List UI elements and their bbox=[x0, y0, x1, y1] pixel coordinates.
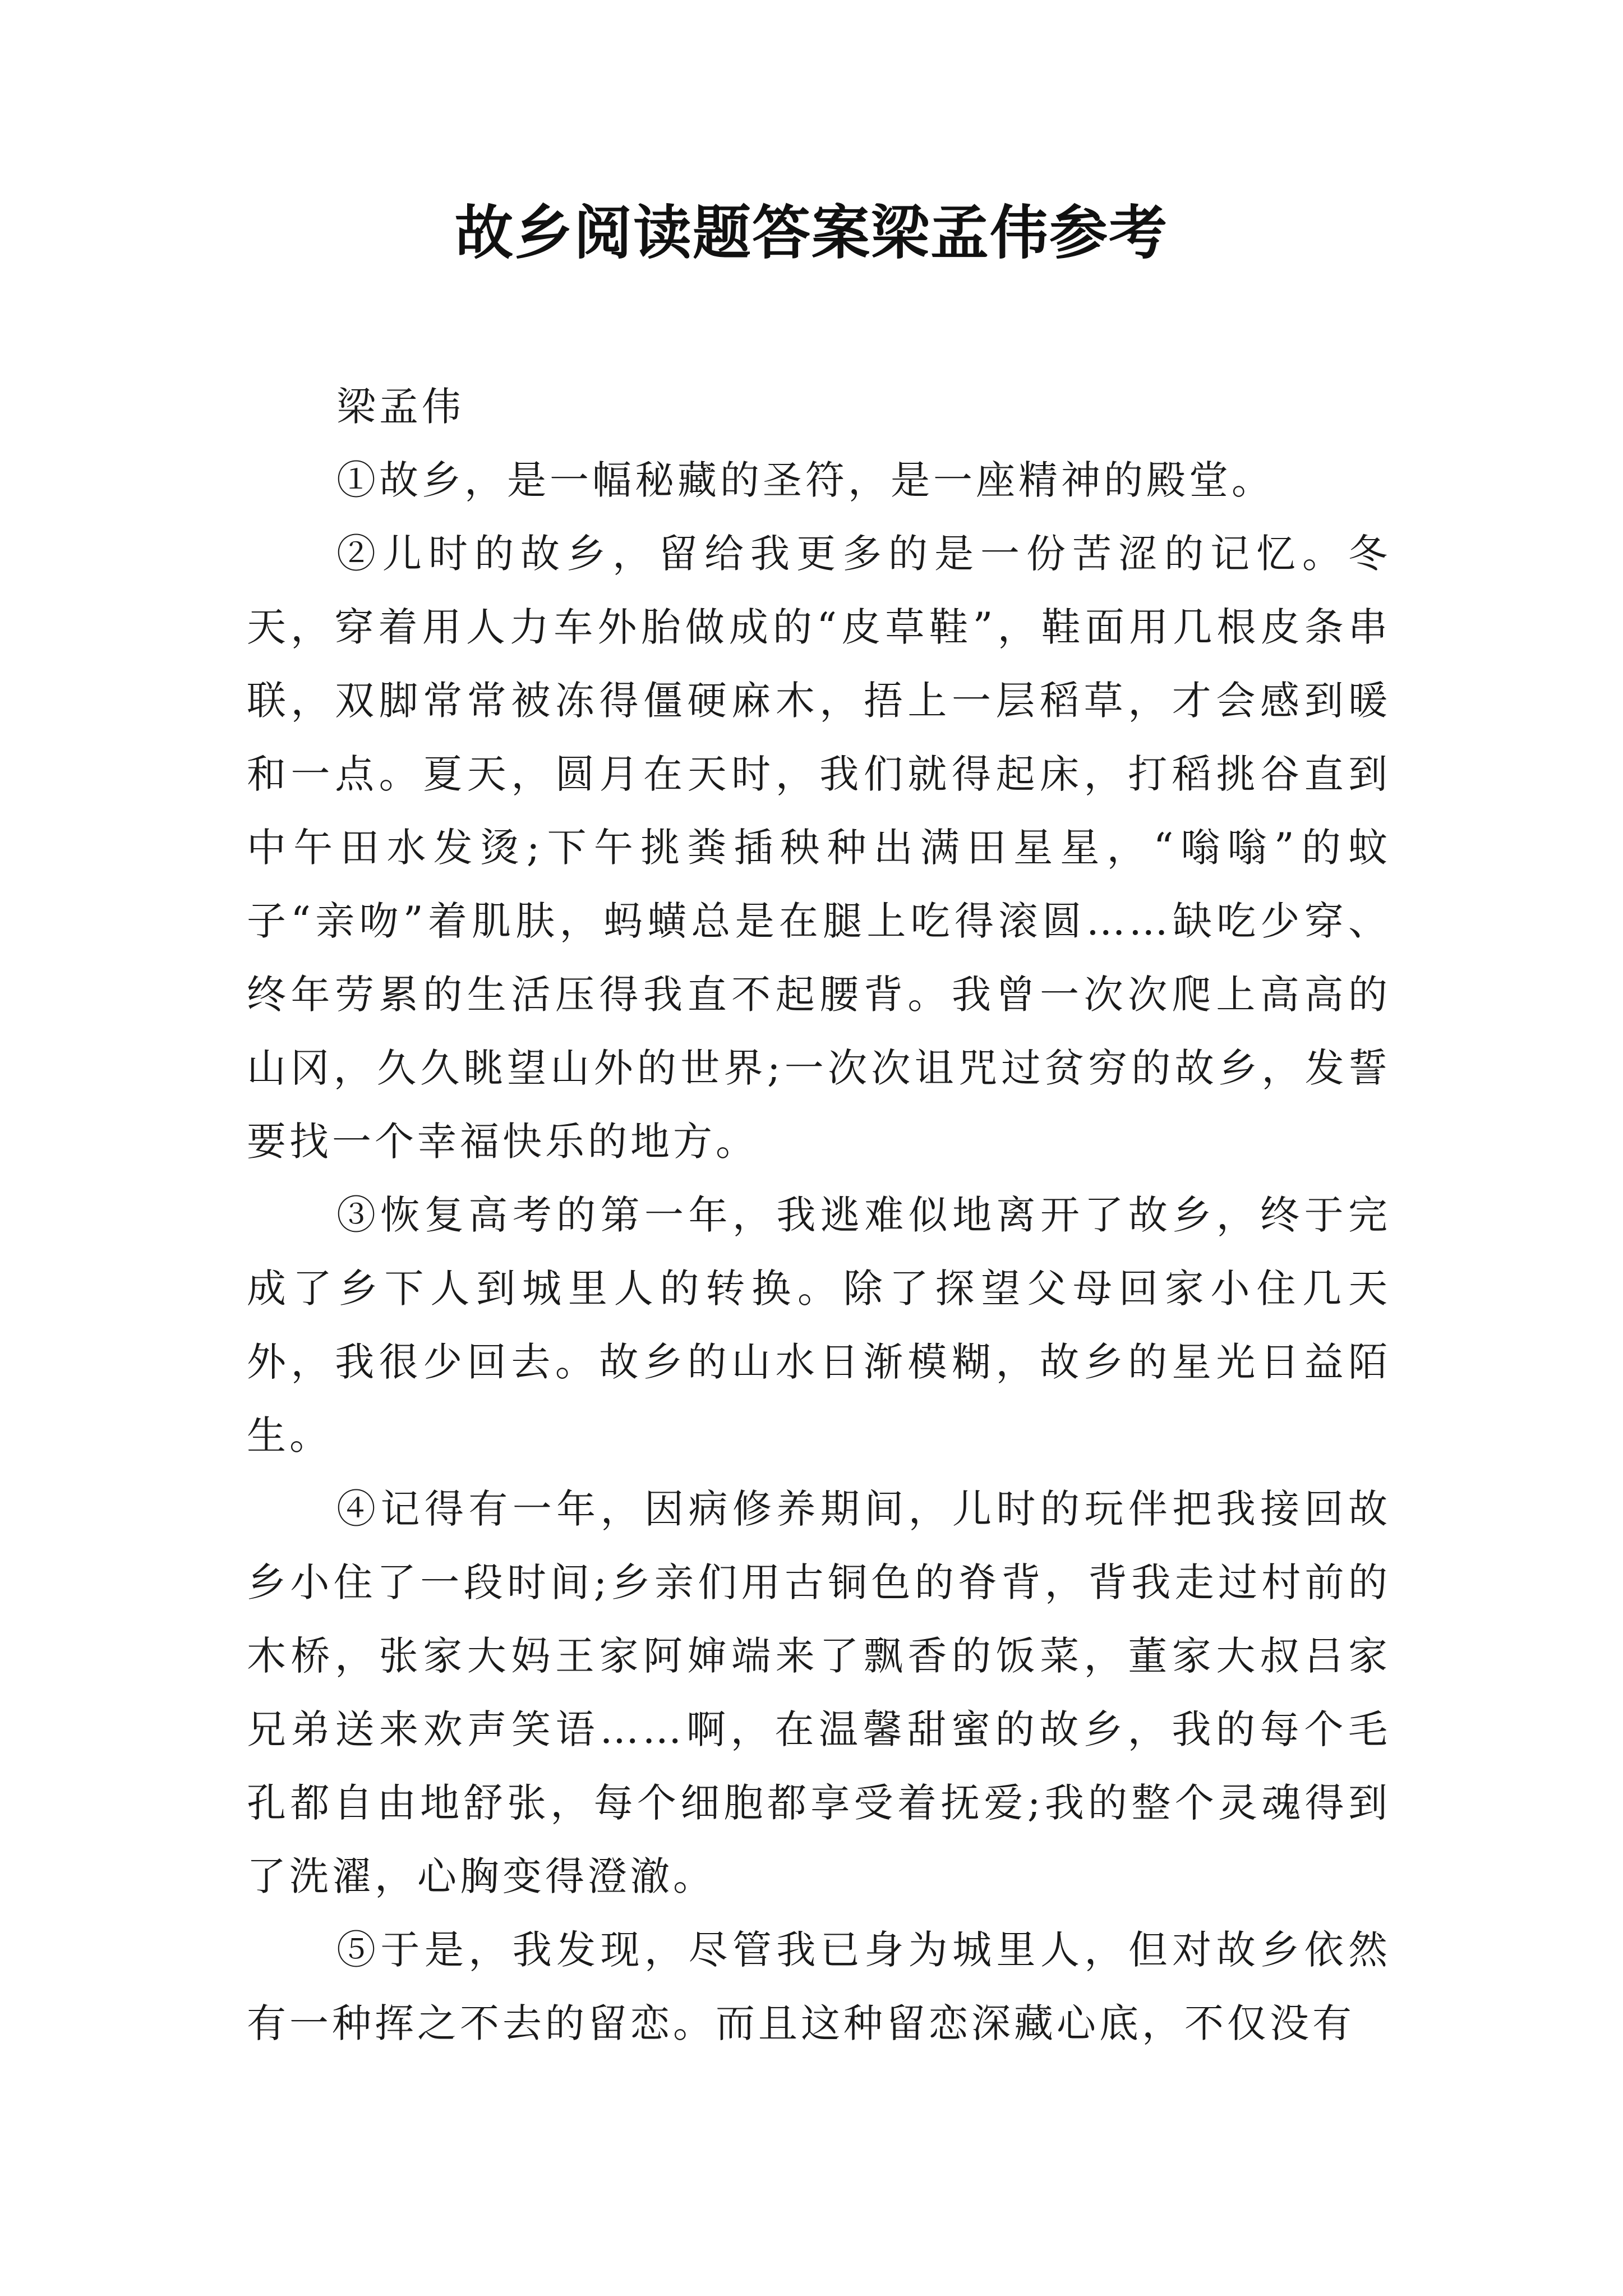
paragraph-1: ①故乡，是一幅秘藏的圣符，是一座精神的殿堂。 bbox=[336, 457, 1274, 503]
paragraph-5: ⑤于是，我发现，尽管我已身为城里人，但对故乡依然有一种挥之不去的留恋。而且这种留恋深藏心底，不仅没有 bbox=[247, 1927, 1391, 2046]
author-line: 梁孟伟 bbox=[336, 384, 464, 430]
paragraph-3: ③恢复高考的第一年，我逃难似地离开了故乡，终于完成了乡下人到城里人的转换。除了探望父母回家小住几天外，我很少回去。故乡的山水日渐模糊，故乡的星光日益陌生。 bbox=[247, 1192, 1391, 1458]
paragraph-2: ②儿时的故乡，留给我更多的是一份苦涩的记忆。冬天，穿着用人力车外胎做成的“皮草鞋”，鞋面用几根皮条串联，双脚常常被冻得僵硬麻木，捂上一层稻草，才会感到暖和一点。夏天，圆月在天时，我们就得起床，打稻挑谷直到中午田水发烫;下午挑粪插秧种出满田星星，“嗡嗡”的蚊子“亲吻”着肌肤，蚂蟥总是在腿上吃得滚圆……缺吃少穿、终年劳累的生活压得我直不起腰背。我曾一次次爬上高高的山冈，久久眺望山外的世界;一次次诅咒过贫穷的故乡，发誓要找一个幸福快乐的地方。 bbox=[247, 531, 1391, 1165]
document-title: 故乡阅读题答案梁孟伟参考 bbox=[454, 198, 1168, 267]
document-body bbox=[247, 370, 1391, 2060]
paragraph-4: ④记得有一年，因病修养期间，儿时的玩伴把我接回故乡小住了一段时间;乡亲们用古铜色的脊背，背我走过村前的木桥，张家大妈王家阿婶端来了飘香的饭菜，董家大叔吕家兄弟送来欢声笑语……啊，在温馨甜蜜的故乡，我的每个毛孔都自由地舒张，每个细胞都享受着抚爱;我的整个灵魂得到了洗濯，心胸变得澄澈。 bbox=[247, 1486, 1391, 1899]
